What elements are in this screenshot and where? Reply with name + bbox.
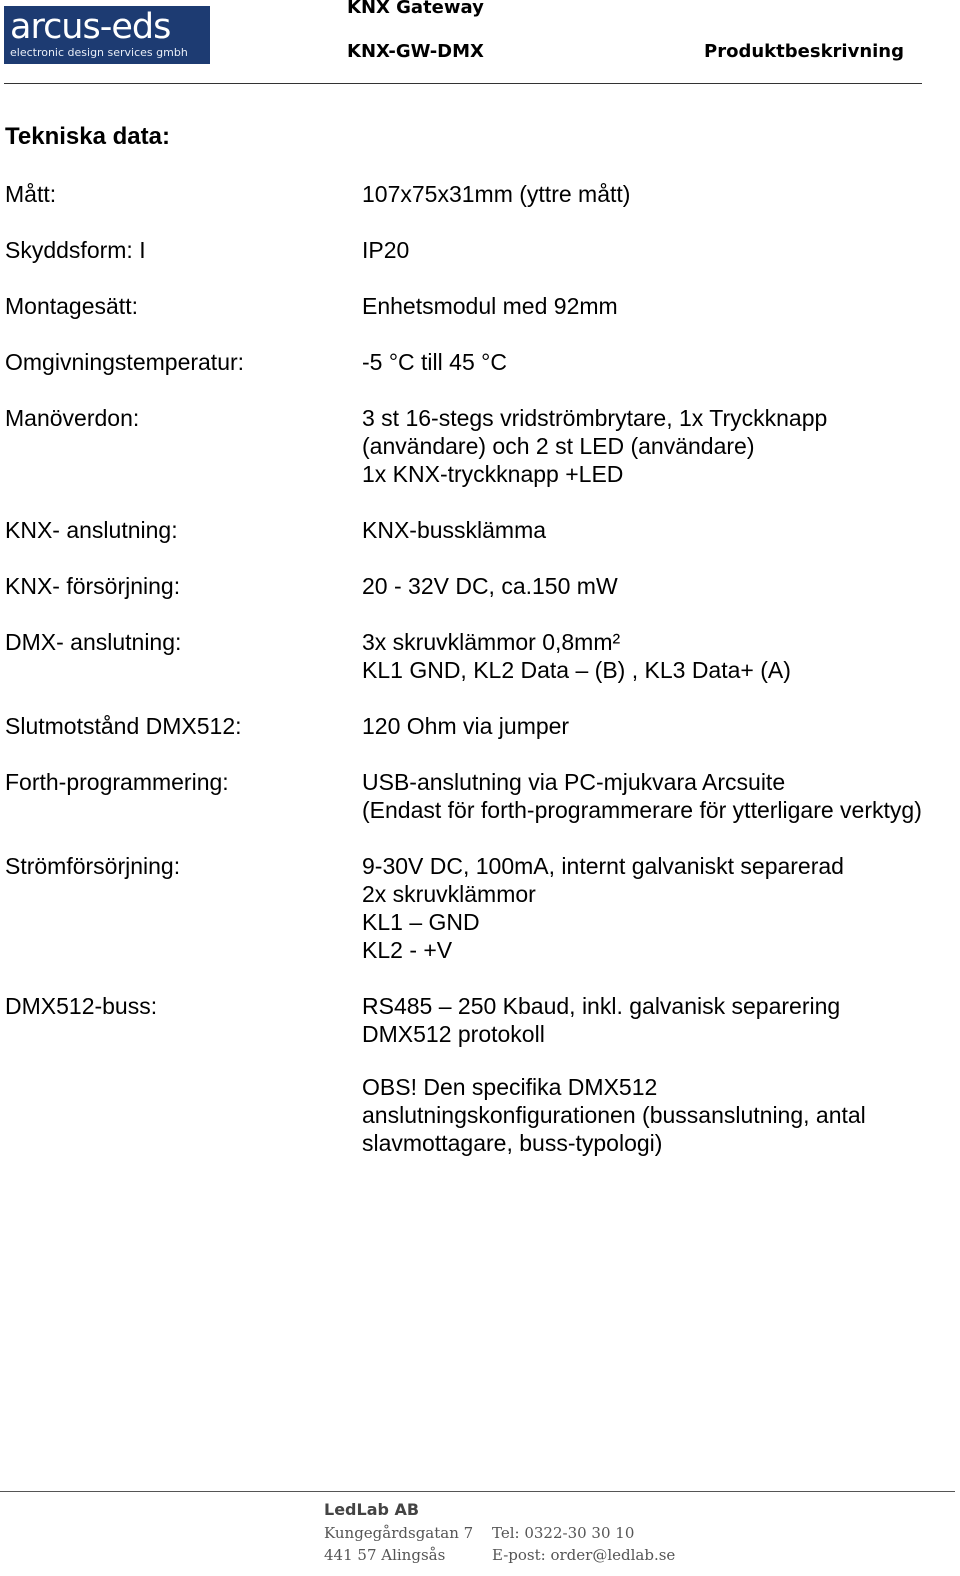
spec-row: [5, 768, 955, 824]
spec-value: [362, 628, 955, 684]
spec-row: [5, 852, 955, 964]
spec-value-line: 107x75x31mm (yttre mått): [362, 181, 631, 207]
spec-value: [362, 712, 955, 740]
spec-value-line: DMX512 protokoll: [362, 1021, 545, 1047]
header-document-type: Produktbeskrivning: [704, 41, 904, 62]
note-line: slavmottagare, buss-typologi): [362, 1130, 663, 1156]
spec-value-line: KL2 - +V: [362, 937, 453, 963]
spec-value-line: 20 - 32V DC, ca.150 mW: [362, 573, 618, 599]
spec-row: [5, 292, 955, 320]
spec-value: [362, 236, 955, 264]
header-divider: [4, 83, 922, 84]
footer-company-name: LedLab AB: [324, 1500, 420, 1519]
spec-value: [362, 768, 955, 824]
spec-value: [362, 992, 955, 1048]
spec-value-line: 3x skruvklämmor 0,8mm²: [362, 629, 621, 655]
spec-row: [5, 516, 955, 544]
spec-table: [5, 180, 955, 1076]
spec-row: [5, 712, 955, 740]
spec-value-line: RS485 – 250 Kbaud, inkl. galvanisk separering: [362, 993, 841, 1019]
spec-label: Omgivningstemperatur:: [5, 349, 245, 375]
spec-value: [362, 572, 955, 600]
spec-value: [362, 348, 955, 376]
spec-value: [362, 516, 955, 544]
spec-label: Strömförsörjning:: [5, 853, 181, 879]
section-title: Tekniska data:: [5, 123, 170, 150]
spec-row: [5, 404, 955, 488]
spec-value: [362, 852, 955, 964]
spec-label: Manöverdon:: [5, 405, 140, 431]
spec-label: Montagesätt:: [5, 293, 138, 319]
spec-value-line: 3 st 16-stegs vridströmbrytare, 1x Tryckknapp: [362, 405, 828, 431]
spec-value: [362, 292, 955, 320]
spec-value-line: KNX-bussklämma: [362, 517, 547, 543]
spec-value-line: KL1 – GND: [362, 909, 480, 935]
header-product-name: KNX Gateway: [347, 0, 484, 18]
footer-address: [324, 1522, 473, 1566]
company-logo: [4, 6, 210, 64]
footer-phone: Tel: 0322-30 30 10: [492, 1524, 635, 1542]
spec-row: [5, 348, 955, 376]
footer-contact: [492, 1522, 675, 1566]
spec-row: [5, 236, 955, 264]
header-model-number: KNX-GW-DMX: [347, 41, 484, 62]
spec-value-line: (användare) och 2 st LED (användare): [362, 433, 755, 459]
spec-value-line: 120 Ohm via jumper: [362, 713, 570, 739]
note-line: anslutningskonfigurationen (bussanslutning, antal: [362, 1102, 866, 1128]
spec-label: KNX- försörjning:: [5, 573, 181, 599]
spec-value-line: 1x KNX-tryckknapp +LED: [362, 461, 624, 487]
spec-row: [5, 572, 955, 600]
spec-label: KNX- anslutning:: [5, 517, 178, 543]
spec-label: Forth-programmering:: [5, 769, 229, 795]
spec-value-line: IP20: [362, 237, 410, 263]
spec-value-line: USB-anslutning via PC-mjukvara Arcsuite: [362, 769, 786, 795]
spec-row: [5, 180, 955, 208]
footer-divider: [0, 1491, 955, 1492]
logo-wordmark: arcus-eds: [10, 7, 171, 47]
footer-address-street: Kungegårdsgatan 7: [324, 1524, 474, 1542]
spec-row: [5, 628, 955, 684]
spec-label: DMX- anslutning:: [5, 629, 182, 655]
note-line: OBS! Den specifika DMX512: [362, 1074, 658, 1100]
spec-value: [362, 404, 955, 488]
spec-value-line: KL1 GND, KL2 Data – (B) , KL3 Data+ (A): [362, 657, 791, 683]
spec-value-line: 2x skruvklämmor: [362, 881, 536, 907]
spec-value-line: -5 °C till 45 °C: [362, 349, 507, 375]
footer-email: E-post: order@ledlab.se: [492, 1546, 676, 1564]
spec-label: DMX512-buss:: [5, 993, 158, 1019]
spec-value-line: (Endast för forth-programmerare för ytterligare verktyg): [362, 797, 922, 823]
note-paragraph: [362, 1073, 866, 1157]
spec-value-line: Enhetsmodul med 92mm: [362, 293, 618, 319]
spec-value-line: 9-30V DC, 100mA, internt galvaniskt separerad: [362, 853, 844, 879]
spec-label: Slutmotstånd DMX512:: [5, 713, 242, 739]
spec-value: [362, 180, 955, 208]
logo-tagline: electronic design services gmbh: [10, 46, 188, 59]
spec-label: Mått:: [5, 181, 57, 207]
spec-row: [5, 992, 955, 1048]
spec-label: Skyddsform: I: [5, 237, 146, 263]
footer-address-city: 441 57 Alingsås: [324, 1546, 446, 1564]
